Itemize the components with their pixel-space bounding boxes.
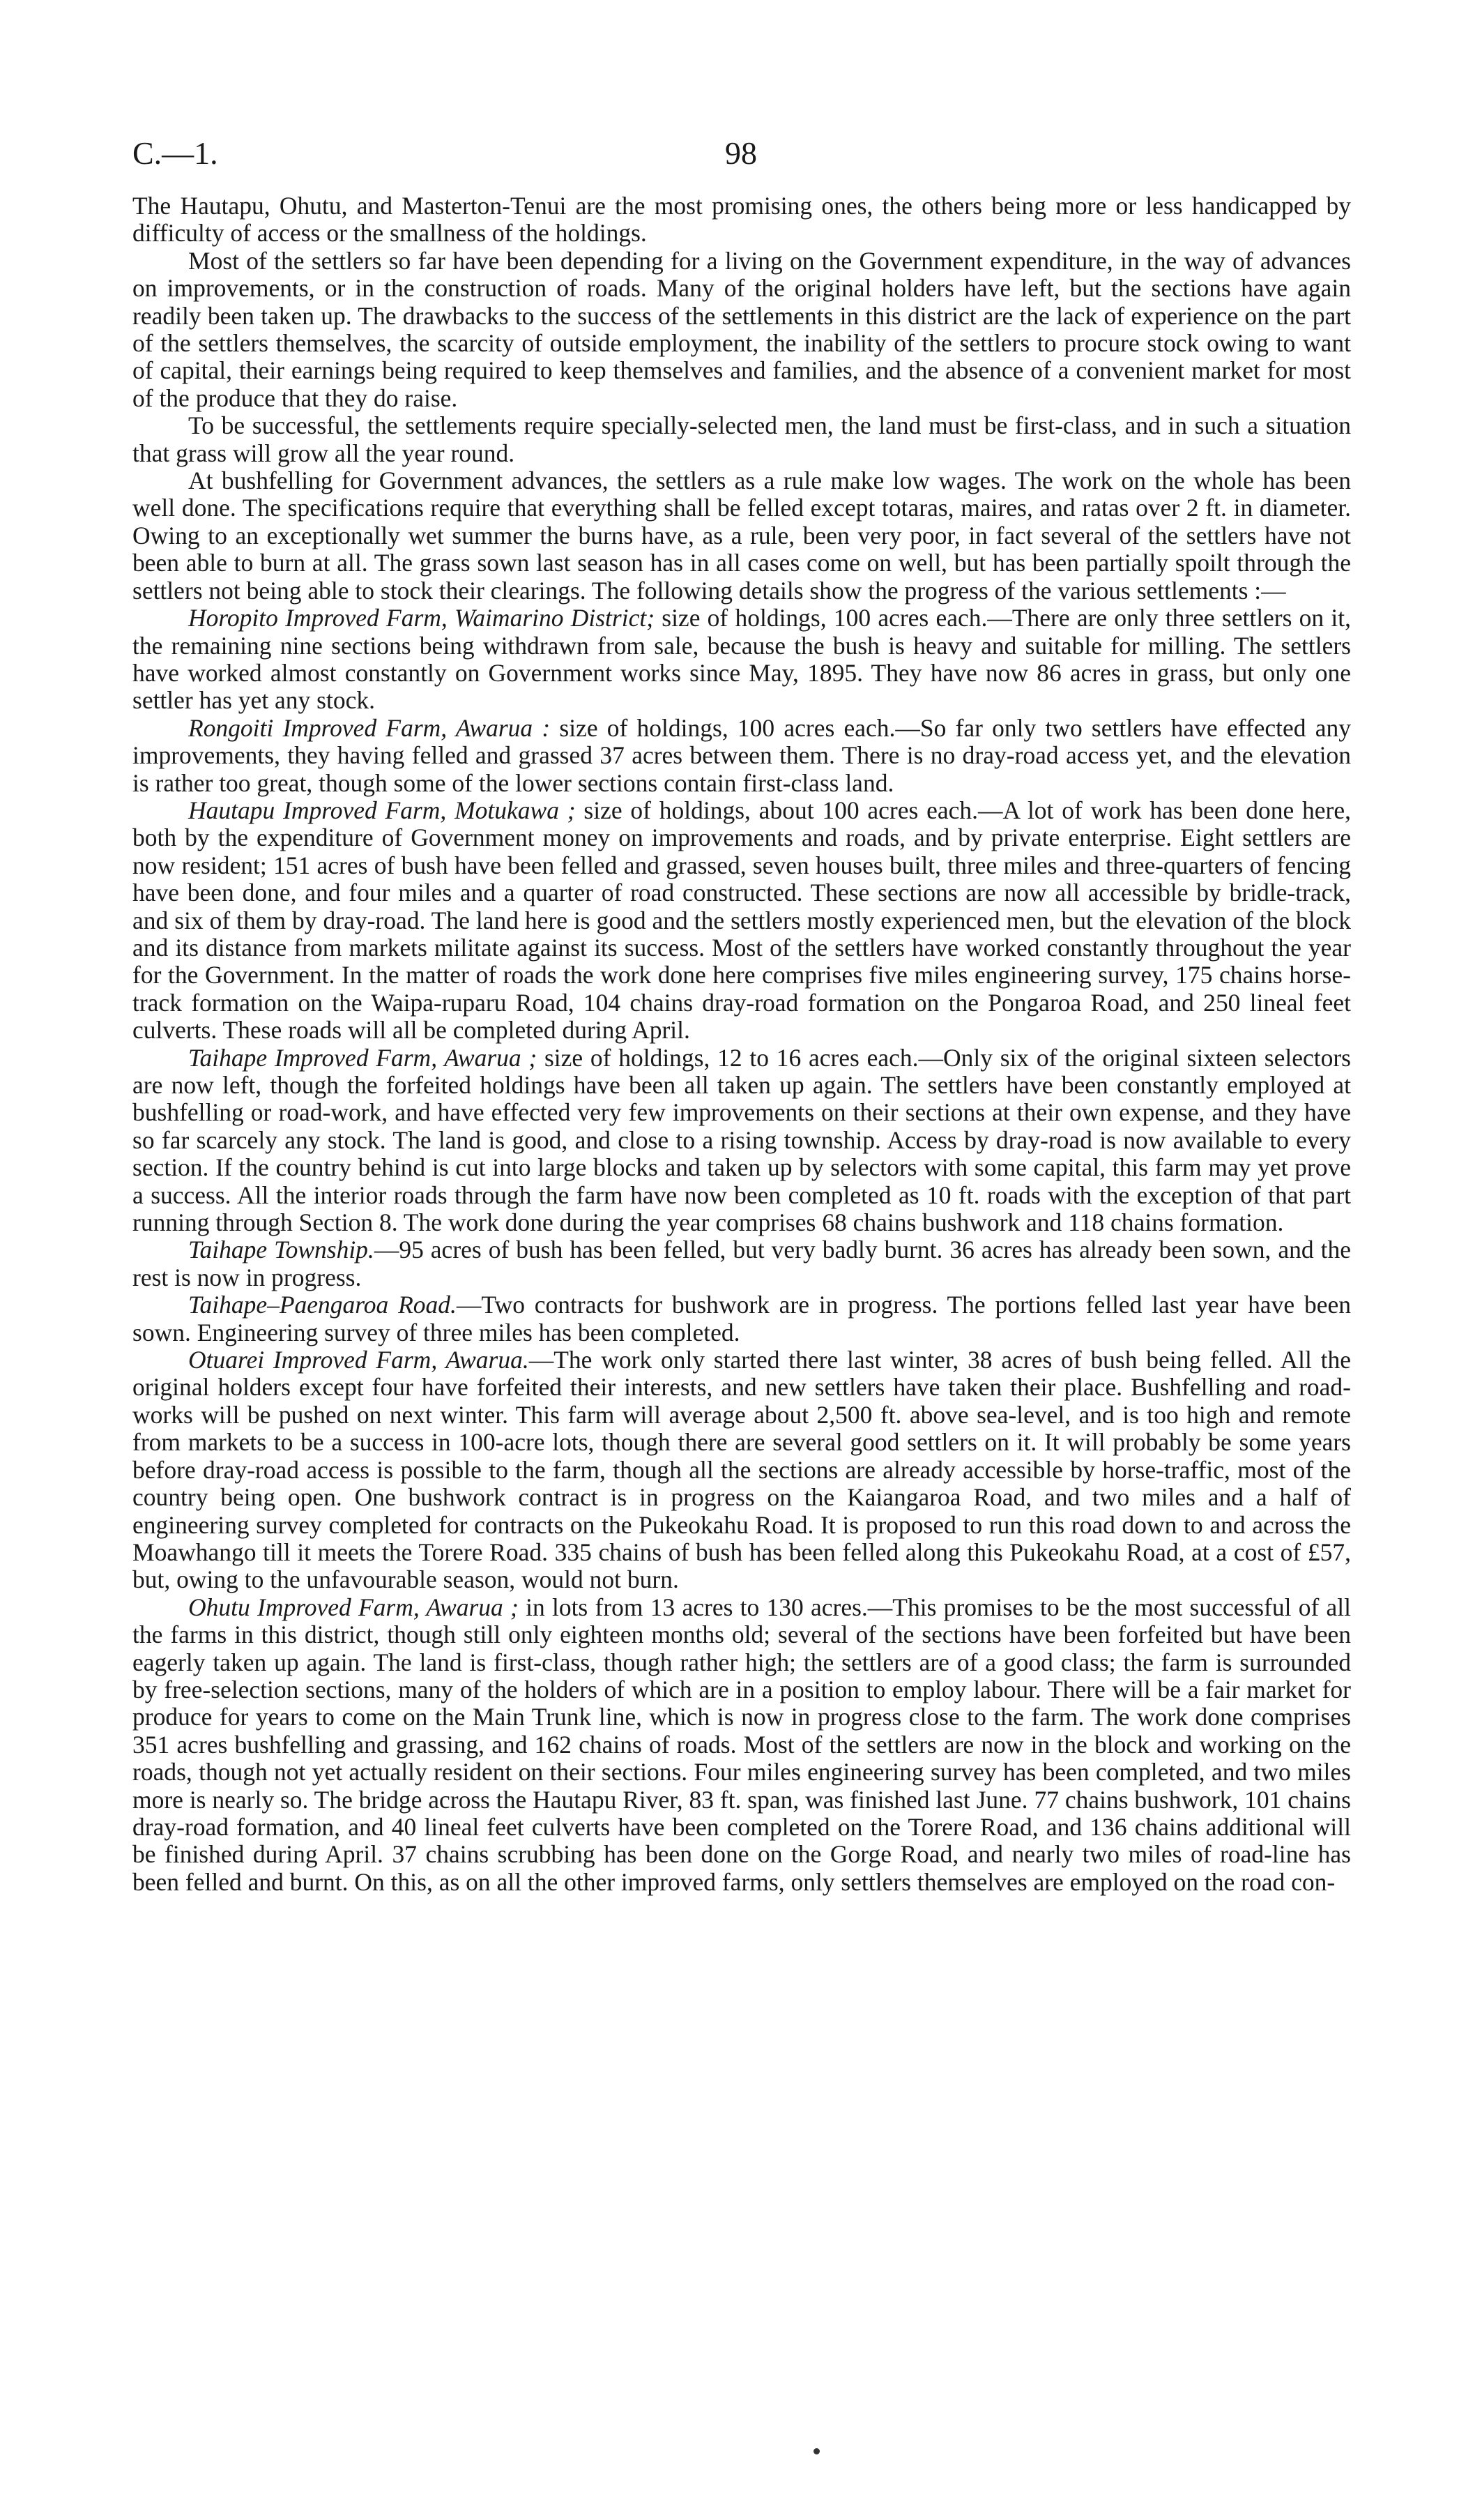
- paragraph-lead: Otuarei Improved Farm, Awarua.: [188, 1346, 529, 1374]
- paragraph-lead: Ohutu Improved Farm, Awarua ;: [188, 1593, 519, 1621]
- paragraph: [132, 1346, 1351, 1594]
- paragraph-lead: Taihape Township.: [188, 1236, 374, 1264]
- paragraph: [132, 248, 1351, 412]
- paragraph-text: size of holdings, 12 to 16 acres each.—Only six of the original sixteen selectors are now left, though the forfeited holdings have been all taken up again. The settlers have been constantly employed at bushfelling or road-work, and have effected very few improvements on their sections at their own expense, and they have so far scarcely any stock. The land is good, and close to a rising township. Access by dray-road is now available to every section. If the country behind is cut into large blocks and taken up by selectors with some capital, this farm may yet prove a success. All the interior roads through the farm have now been completed as 10 ft. roads with the exception of that part running through Section 8. The work done during the year comprises 68 chains bushwork and 118 chains formation.: [132, 1043, 1351, 1237]
- paragraph-lead: Rongoiti Improved Farm, Awarua :: [188, 713, 551, 742]
- paragraph-text: The Hautapu, Ohutu, and Masterton-Tenui are the most promising ones, the others being more or less handicapped by difficulty of access or the smallness of the holdings.: [132, 192, 1351, 248]
- paragraph-text: —95 acres of bush has been felled, but very badly burnt. 36 acres has already been sown, and the rest is now in progress.: [132, 1236, 1351, 1291]
- paragraph-text: To be successful, the settlements require specially-selected men, the land must be first-class, and in such a situation that grass will grow all the year round.: [132, 411, 1351, 467]
- paragraph: [132, 1291, 1351, 1346]
- paragraph-text: size of holdings, about 100 acres each.—A lot of work has been done here, both by the expenditure of Government money on improvements and roads, and by private enterprise. Eight settlers are now resident; 151 acres of bush have been felled and grassed, seven houses built, three miles and three-quarters of fencing have been done, and four miles and a quarter of road constructed. These sections are now all accessible by bridle-track, and six of them by dray-road. The land here is good and the settlers mostly experienced men, but the elevation of the block and its distance from markets militate against its success. Most of the settlers have worked constantly throughout the year for the Government. In the matter of roads the work done here comprises five miles engineering survey, 175 chains horse-track formation on the Waipa-ruparu Road, 104 chains dray-road formation on the Pongaroa Road, and 250 lineal feet culverts. These roads will all be completed during April.: [132, 796, 1351, 1045]
- paragraph: [132, 1236, 1351, 1291]
- paragraph-lead: Horopito Improved Farm, Waimarino District;: [188, 604, 655, 632]
- paragraph: [132, 412, 1351, 467]
- page-header: [132, 135, 1351, 192]
- document-page: [132, 135, 1352, 1896]
- paragraph-text: At bushfelling for Government advances, the settlers as a rule make low wages. The work on the whole has been well done. The specifications require that everything shall be felled except totaras, maires, and ratas over 2 ft. in diameter. Owing to an exceptionally wet summer the burns have, as a rule, been very poor, in fact several of the settlers have not been able to burn at all. The grass sown last season has in all cases come on well, but has been partially spoilt through the settlers not being able to stock their clearings. The following details show the progress of the various settlements :—: [132, 466, 1351, 605]
- paragraph: [132, 467, 1351, 605]
- paragraph-text: in lots from 13 acres to 130 acres.—This promises to be the most successful of all the farms in this district, though still only eighteen months old; several of the sections have been forfeited but have been eagerly taken up again. The land is first-class, though rather high; the settlers are of a good class; the farm is surrounded by free-selection sections, many of the holders of which are in a position to employ labour. There will be a fair market for produce for years to come on the Main Trunk line, which is now in progress close to the farm. The work done comprises 351 acres bushfelling and grassing, and 162 chains of roads. Most of the settlers are now in the block and working on the roads, though not yet actually resident on their sections. Four miles engineering survey has been completed, and two miles more is nearly so. The bridge across the Hautapu River, 83 ft. span, was finished last June. 77 chains bushwork, 101 chains dray-road formation, and 40 lineal feet culverts have been completed on the Torere Road, and 136 chains additional will be finished during April. 37 chains scrubbing has been done on the Gorge Road, and nearly two miles of road-line has been felled and burnt. On this, as on all the other improved farms, only settlers themselves are employed on the road con-: [132, 1593, 1351, 1896]
- paragraph: [132, 715, 1351, 797]
- document-reference: C.—1.: [132, 135, 218, 171]
- paragraph: [132, 1045, 1351, 1237]
- paragraph-lead: Hautapu Improved Farm, Motukawa ;: [188, 796, 576, 824]
- page-mark: [813, 2448, 820, 2454]
- paragraph: [132, 605, 1351, 715]
- page-number: 98: [725, 135, 757, 171]
- paragraph: [132, 797, 1351, 1045]
- paragraph-text: —Two contracts for bushwork are in progress. The portions felled last year have been sown. Engineering survey of three miles has been completed.: [132, 1291, 1351, 1346]
- paragraph: [132, 1594, 1351, 1896]
- paragraph: [132, 192, 1351, 248]
- paragraph-lead: Taihape Improved Farm, Awarua ;: [188, 1043, 537, 1072]
- paragraph-lead: Taihape–Paengaroa Road.: [188, 1291, 457, 1319]
- paragraph-text: Most of the settlers so far have been depending for a living on the Government expenditure, in the way of advances on improvements, or in the construction of roads. Many of the original holders have left, but the sections have again readily been taken up. The drawbacks to the success of the settlements in this district are the lack of experience on the part of the settlers themselves, the scarcity of outside employment, the inability of the settlers to procure stock owing to want of capital, their earnings being required to keep themselves and families, and the absence of a convenient market for most of the produce that they do raise.: [132, 246, 1351, 412]
- paragraph-text: —The work only started there last winter, 38 acres of bush being felled. All the original holders except four have forfeited their interests, and new settlers have taken their place. Bushfelling and road-works will be pushed on next winter. This farm will average about 2,500 ft. above sea-level, and is too high and remote from markets to be a success in 100-acre lots, though there are several good settlers on it. It will probably be some years before dray-road access is possible to the farm, though all the sections are already accessible by horse-traffic, most of the country being open. One bushwork contract is in progress on the Kaiangaroa Road, and two miles and a half of engineering survey completed for contracts on the Pukeokahu Road. It is proposed to run this road down to and across the Moawhango till it meets the Torere Road. 335 chains of bush has been felled along this Pukeokahu Road, at a cost of £57, but, owing to the unfavourable season, would not burn.: [132, 1346, 1352, 1594]
- paragraph-text: size of holdings, 100 acres each.—So far only two settlers have effected any improvements, they having felled and grassed 37 acres between them. There is no dray-road access yet, and the elevation is rather too great, though some of the lower sections contain first-class land.: [132, 713, 1351, 797]
- paragraph-text: size of holdings, 100 acres each.—There are only three settlers on it, the remaining nine sections being withdrawn from sale, because the bush is heavy and suitable for milling. The settlers have worked almost constantly on Government works since May, 1895. They have now 86 acres in grass, but only one settler has yet any stock.: [132, 604, 1351, 715]
